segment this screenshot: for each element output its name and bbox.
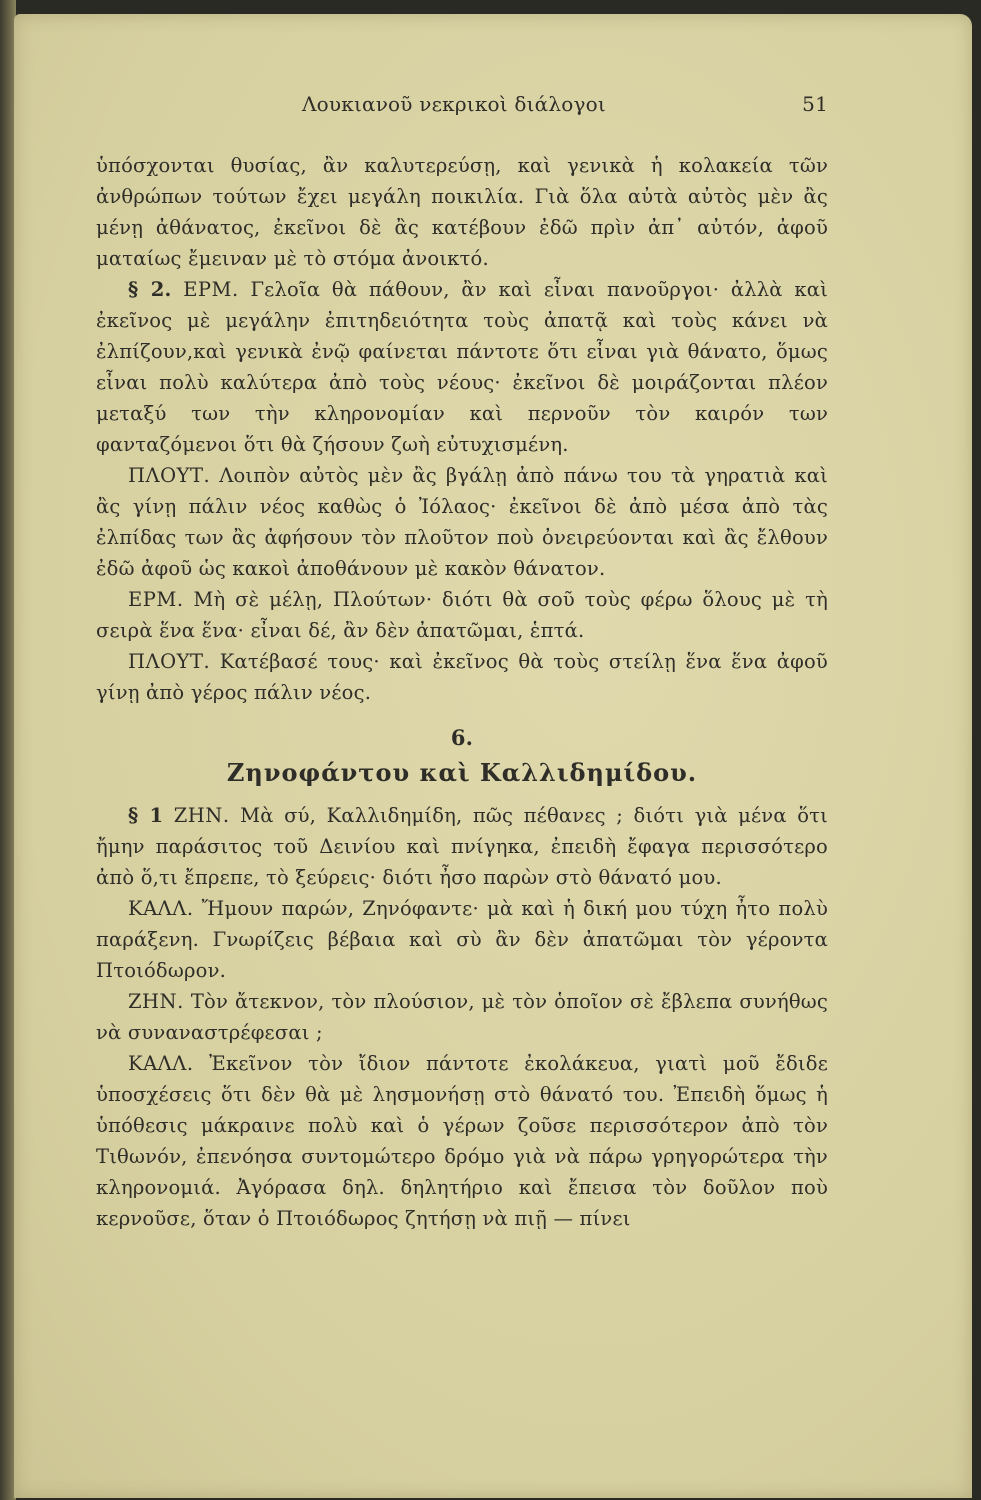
page-number: 51 [802,92,828,116]
running-title: Λουκιανοῦ νεκρικοὶ διάλογοι [302,92,606,116]
paragraph [96,150,828,274]
speaker-label: ΖΗΝ. [128,990,184,1013]
paragraph-text: Γελοῖα θὰ πάθουν, ἂν καὶ εἶναι πανοῦργοι· ἀλλὰ καὶ ἐκεῖνος μὲ μεγάλην ἐπιτηδειότητα τοὺς ἀπατᾷ καὶ τοὺς κάνει νὰ ἐλπίζουν,καὶ γενικὰ ἐνῷ φαίνεται πάντοτε ὅτι εἶναι γιὰ θάνατο, ὅμως εἶναι πολὺ καλύτερα ἀπὸ τοὺς νέους· ἐκεῖνοι δὲ μοιράζονται πλέον μεταξύ των τὴν κληρονομίαν καὶ περνοῦν τὸν καιρόν των φανταζόμενοι ὅτι θὰ ζήσουν ζωὴ εὐτυχισμένη. [96,278,828,456]
paragraph [96,584,828,646]
dialogue-part-1 [96,150,828,708]
paragraph [96,274,828,460]
speaker-label: ΖΗΝ. [173,804,230,827]
speaker-label: ΕΡΜ. [128,588,184,611]
chapter-number: 6. [450,725,474,750]
paragraph [96,893,828,986]
book-page [14,14,972,1498]
paragraph-text: ὑπόσχονται θυσίας, ἂν καλυτερεύσῃ, καὶ γενικὰ ἡ κολακεία τῶν ἀνθρώπων τούτων ἔχει μεγάλη ποικιλία. Γιὰ ὅλα αὐτὰ αὐτὸς μὲν ἂς μένῃ ἀθάνατος, ἐκεῖνοι δὲ ἂς κατέβουν ἐδῶ πρὶν ἀπ᾿ αὐτόν, ἀφοῦ ματαίως ἔμειναν μὲ τὸ στόμα ἀνοικτό. [96,154,828,270]
paragraph-text: Λοιπὸν αὐτὸς μὲν ἂς βγάλῃ ἀπὸ πάνω του τὰ γηρατιὰ καὶ ἂς γίνῃ πάλιν νέος καθὼς ὁ Ἰόλαος· ἐκεῖνοι δὲ ἀπὸ μέσα ἀπὸ τὰς ἐλπίδας των ἂς ἀφήσουν τὸν πλοῦτον ποὺ ὀνειρεύονται καὶ ἂς ἔλθουν ἐδῶ ἀφοῦ ὡς κακοὶ ἀποθάνουν μὲ κακὸν θάνατον. [96,464,828,580]
paragraph-text: Ἐκεῖνον τὸν ἴδιον πάντοτε ἐκολάκευα, γιατὶ μοῦ ἔδιδε ὑποσχέσεις ὅτι δὲν θὰ μὲ λησμονήσῃ στὸ θάνατό του. Ἐπειδὴ ὅμως ἡ ὑπόθεσις μάκραινε πολὺ καὶ ὁ γέρων ζοῦσε περισσότερον ἀπὸ τὸν Τιθωνόν, ἐπενόησα συντομώτερο δρόμο γιὰ νὰ πάρω γρηγορώτερα τὴν κληρονομιά. Ἀγόρασα δηλ. δηλητήριο καὶ ἔπεισα τὸν δοῦλον ποὺ κερνοῦσε, ὅταν ὁ Πτοιόδωρος ζητήσῃ νὰ πιῇ — πίνει [96,1052,828,1230]
speaker-label: ΠΛΟΥΤ. [128,464,211,487]
running-header [96,92,828,116]
paragraph [96,986,828,1048]
speaker-label: ΚΑΛΛ. [128,1052,194,1075]
paragraph [96,800,828,893]
chapter-title: Ζηνοφάντου καὶ Καλλιδημίδου. [226,758,698,787]
section-marker: § 1 [128,804,164,827]
paragraph-text: Μὴ σὲ μέλῃ, Πλούτων· διότι θὰ σοῦ τοὺς φέρω ὅλους μὲ τὴ σειρὰ ἕνα ἕνα· εἶναι δέ, ἂν δὲν ἀπατῶμαι, ἑπτά. [96,588,828,642]
paragraph-text: Ἤμουν παρών, Ζηνόφαντε· μὰ καὶ ἡ δική μου τύχη ἦτο πολὺ παράξενη. Γνωρίζεις βέβαια καὶ σὺ ἂν δὲν ἀπατῶμαι τὸν γέροντα Πτοιόδωρον. [96,897,829,982]
paragraph [96,646,828,708]
paragraph-text: Κατέβασέ τους· καὶ ἐκεῖνος θὰ τοὺς στείλῃ ἕνα ἕνα ἀφοῦ γίνῃ ἀπὸ γέρος πάλιν νέος. [96,650,828,704]
section-marker: § 2. [128,278,172,301]
speaker-label: ΠΛΟΥΤ. [128,650,211,673]
dialogue-part-2 [96,800,828,1234]
paragraph [96,1048,828,1234]
page-body [96,150,828,1234]
paragraph-text: Μὰ σύ, Καλλιδημίδη, πῶς πέθανες ; διότι γιὰ μένα ὅτι ἤμην παράσιτος τοῦ Δεινίου καὶ πνίγηκα, ἐπειδὴ ἔφαγα περισσότερο ἀπὸ ὅ,τι ἔπρεπε, τὸ ξεύρεις· διότι ἦσο παρὼν στὸ θάνατό μου. [96,804,828,889]
paragraph [96,460,828,584]
speaker-label: ΚΑΛΛ. [128,897,194,920]
speaker-label: ΕΡΜ. [183,278,239,301]
paragraph-text: Τὸν ἄτεκνον, τὸν πλούσιον, μὲ τὸν ὁποῖον σὲ ἔβλεπα συνήθως νὰ συναναστρέφεσαι ; [96,990,829,1044]
